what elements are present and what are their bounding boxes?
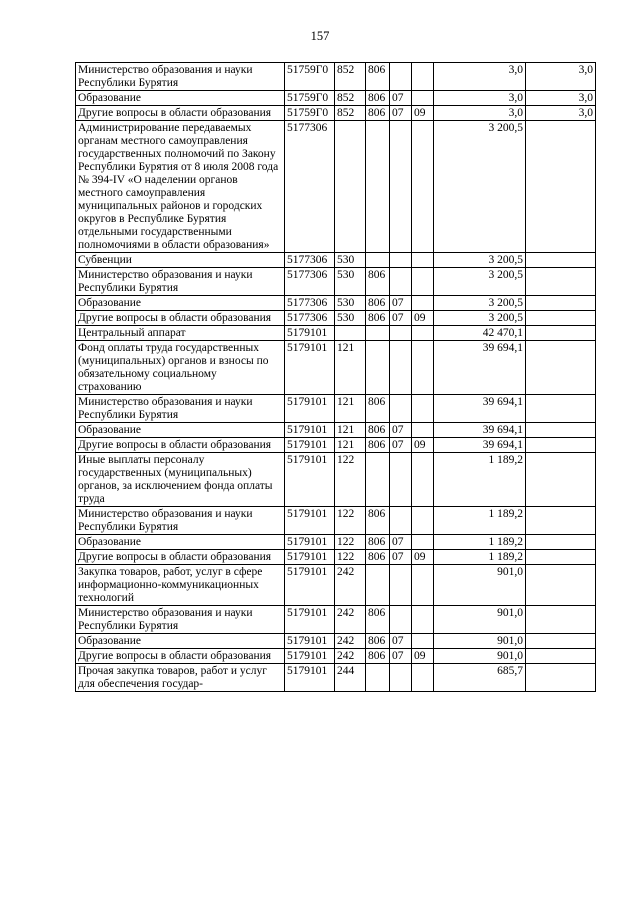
cell-administrator: 806 bbox=[366, 550, 390, 565]
cell-amount-1: 1 189,2 bbox=[434, 550, 526, 565]
cell-amount-1: 1 189,2 bbox=[434, 535, 526, 550]
table-row bbox=[76, 326, 596, 341]
cell-amount-2 bbox=[526, 550, 596, 565]
cell-subsection bbox=[412, 341, 434, 395]
cell-target-article: 51759Г0 bbox=[285, 91, 335, 106]
cell-subsection bbox=[412, 565, 434, 606]
cell-administrator: 806 bbox=[366, 634, 390, 649]
table-row bbox=[76, 121, 596, 253]
cell-administrator: 806 bbox=[366, 63, 390, 91]
cell-amount-1: 1 189,2 bbox=[434, 453, 526, 507]
cell-amount-2 bbox=[526, 565, 596, 606]
cell-name: Другие вопросы в области образования bbox=[76, 649, 285, 664]
cell-amount-2 bbox=[526, 535, 596, 550]
cell-name: Другие вопросы в области образования bbox=[76, 438, 285, 453]
table-row bbox=[76, 296, 596, 311]
cell-section: 07 bbox=[390, 91, 412, 106]
cell-amount-2 bbox=[526, 121, 596, 253]
cell-amount-1: 901,0 bbox=[434, 565, 526, 606]
cell-target-article: 5179101 bbox=[285, 634, 335, 649]
cell-target-article: 5179101 bbox=[285, 341, 335, 395]
cell-name: Субвенции bbox=[76, 253, 285, 268]
cell-amount-2: 3,0 bbox=[526, 91, 596, 106]
cell-subsection bbox=[412, 634, 434, 649]
cell-amount-1: 39 694,1 bbox=[434, 395, 526, 423]
table-row bbox=[76, 453, 596, 507]
cell-amount-2 bbox=[526, 423, 596, 438]
table-row bbox=[76, 91, 596, 106]
budget-table bbox=[75, 62, 596, 692]
cell-administrator: 806 bbox=[366, 106, 390, 121]
cell-amount-1: 685,7 bbox=[434, 664, 526, 692]
table-row bbox=[76, 649, 596, 664]
cell-subsection bbox=[412, 326, 434, 341]
cell-section bbox=[390, 253, 412, 268]
cell-administrator: 806 bbox=[366, 311, 390, 326]
cell-expense-type bbox=[335, 326, 366, 341]
cell-target-article: 5179101 bbox=[285, 395, 335, 423]
cell-name: Другие вопросы в области образования bbox=[76, 106, 285, 121]
cell-expense-type: 530 bbox=[335, 296, 366, 311]
cell-target-article: 5179101 bbox=[285, 423, 335, 438]
cell-amount-2 bbox=[526, 311, 596, 326]
cell-name: Иные выплаты персоналу государственных (муниципальных) органов, за исключением фонда оплаты труда bbox=[76, 453, 285, 507]
cell-administrator bbox=[366, 664, 390, 692]
cell-target-article: 5179101 bbox=[285, 438, 335, 453]
cell-section: 07 bbox=[390, 423, 412, 438]
cell-target-article: 5177306 bbox=[285, 121, 335, 253]
cell-amount-2 bbox=[526, 606, 596, 634]
cell-expense-type: 121 bbox=[335, 395, 366, 423]
cell-section bbox=[390, 507, 412, 535]
table-row bbox=[76, 106, 596, 121]
cell-subsection: 09 bbox=[412, 106, 434, 121]
page-number: 157 bbox=[310, 29, 330, 43]
cell-expense-type: 121 bbox=[335, 423, 366, 438]
cell-name: Министерство образования и науки Республики Бурятия bbox=[76, 268, 285, 296]
cell-target-article: 5179101 bbox=[285, 550, 335, 565]
cell-amount-1: 3 200,5 bbox=[434, 296, 526, 311]
cell-amount-1: 3,0 bbox=[434, 91, 526, 106]
cell-name: Другие вопросы в области образования bbox=[76, 311, 285, 326]
cell-amount-2 bbox=[526, 341, 596, 395]
cell-name: Министерство образования и науки Республики Бурятия bbox=[76, 606, 285, 634]
cell-expense-type: 530 bbox=[335, 268, 366, 296]
cell-name: Прочая закупка товаров, работ и услуг для обеспечения государ- bbox=[76, 664, 285, 692]
cell-section: 07 bbox=[390, 634, 412, 649]
cell-target-article: 51759Г0 bbox=[285, 106, 335, 121]
cell-administrator bbox=[366, 341, 390, 395]
cell-subsection bbox=[412, 268, 434, 296]
table-row bbox=[76, 550, 596, 565]
cell-name: Министерство образования и науки Республики Бурятия bbox=[76, 507, 285, 535]
cell-amount-1: 3,0 bbox=[434, 106, 526, 121]
cell-subsection bbox=[412, 63, 434, 91]
cell-subsection bbox=[412, 507, 434, 535]
cell-name: Министерство образования и науки Республики Бурятия bbox=[76, 63, 285, 91]
cell-expense-type: 242 bbox=[335, 565, 366, 606]
cell-name: Образование bbox=[76, 423, 285, 438]
table-row bbox=[76, 423, 596, 438]
cell-target-article: 5179101 bbox=[285, 535, 335, 550]
cell-expense-type: 121 bbox=[335, 341, 366, 395]
cell-section: 07 bbox=[390, 296, 412, 311]
cell-target-article: 5179101 bbox=[285, 649, 335, 664]
cell-target-article: 5179101 bbox=[285, 326, 335, 341]
cell-expense-type: 242 bbox=[335, 634, 366, 649]
cell-section: 07 bbox=[390, 550, 412, 565]
cell-administrator: 806 bbox=[366, 423, 390, 438]
cell-subsection bbox=[412, 606, 434, 634]
cell-amount-1: 3,0 bbox=[434, 63, 526, 91]
cell-amount-1: 39 694,1 bbox=[434, 423, 526, 438]
cell-administrator: 806 bbox=[366, 535, 390, 550]
cell-expense-type: 852 bbox=[335, 106, 366, 121]
cell-amount-2 bbox=[526, 326, 596, 341]
cell-expense-type: 852 bbox=[335, 63, 366, 91]
cell-administrator: 806 bbox=[366, 438, 390, 453]
cell-subsection bbox=[412, 91, 434, 106]
cell-amount-1: 1 189,2 bbox=[434, 507, 526, 535]
cell-administrator: 806 bbox=[366, 268, 390, 296]
cell-section: 07 bbox=[390, 311, 412, 326]
cell-target-article: 5179101 bbox=[285, 565, 335, 606]
cell-amount-2: 3,0 bbox=[526, 106, 596, 121]
cell-administrator: 806 bbox=[366, 649, 390, 664]
cell-section: 07 bbox=[390, 438, 412, 453]
cell-name: Закупка товаров, работ, услуг в сфере информационно-коммуникационных технологий bbox=[76, 565, 285, 606]
cell-section: 07 bbox=[390, 535, 412, 550]
cell-administrator bbox=[366, 121, 390, 253]
cell-subsection bbox=[412, 453, 434, 507]
table-row bbox=[76, 606, 596, 634]
cell-name: Образование bbox=[76, 535, 285, 550]
cell-amount-1: 901,0 bbox=[434, 634, 526, 649]
cell-expense-type: 122 bbox=[335, 550, 366, 565]
cell-expense-type: 122 bbox=[335, 453, 366, 507]
cell-name: Образование bbox=[76, 634, 285, 649]
cell-expense-type: 122 bbox=[335, 507, 366, 535]
cell-target-article: 5177306 bbox=[285, 296, 335, 311]
cell-amount-2 bbox=[526, 438, 596, 453]
cell-section bbox=[390, 63, 412, 91]
cell-section bbox=[390, 664, 412, 692]
table-row bbox=[76, 438, 596, 453]
cell-name: Образование bbox=[76, 296, 285, 311]
table-row bbox=[76, 507, 596, 535]
table-row bbox=[76, 268, 596, 296]
cell-amount-2 bbox=[526, 253, 596, 268]
cell-section bbox=[390, 121, 412, 253]
cell-amount-2 bbox=[526, 296, 596, 311]
table-row bbox=[76, 311, 596, 326]
cell-subsection bbox=[412, 423, 434, 438]
table-row bbox=[76, 565, 596, 606]
cell-amount-2 bbox=[526, 507, 596, 535]
cell-name: Другие вопросы в области образования bbox=[76, 550, 285, 565]
cell-subsection: 09 bbox=[412, 649, 434, 664]
cell-name: Администрирование передаваемых органам местного самоуправления государственных полномочий по Закону Республики Бурятия от 8 июля 2008 года № 394-IV «О наделении органов местного самоуправления муниципальных районов и городских округов в Республике Бурятия отдельными государственными полномочиями в области образования» bbox=[76, 121, 285, 253]
cell-amount-1: 39 694,1 bbox=[434, 341, 526, 395]
cell-administrator bbox=[366, 453, 390, 507]
cell-subsection bbox=[412, 253, 434, 268]
cell-target-article: 51759Г0 bbox=[285, 63, 335, 91]
cell-subsection bbox=[412, 395, 434, 423]
cell-target-article: 5179101 bbox=[285, 507, 335, 535]
cell-target-article: 5179101 bbox=[285, 606, 335, 634]
cell-administrator: 806 bbox=[366, 606, 390, 634]
table-row bbox=[76, 634, 596, 649]
cell-section bbox=[390, 326, 412, 341]
cell-target-article: 5177306 bbox=[285, 253, 335, 268]
cell-administrator bbox=[366, 565, 390, 606]
cell-section bbox=[390, 565, 412, 606]
cell-administrator: 806 bbox=[366, 507, 390, 535]
cell-expense-type: 244 bbox=[335, 664, 366, 692]
cell-subsection bbox=[412, 296, 434, 311]
cell-amount-1: 3 200,5 bbox=[434, 253, 526, 268]
cell-subsection: 09 bbox=[412, 550, 434, 565]
cell-section bbox=[390, 395, 412, 423]
cell-amount-1: 3 200,5 bbox=[434, 268, 526, 296]
cell-target-article: 5177306 bbox=[285, 311, 335, 326]
cell-expense-type: 530 bbox=[335, 311, 366, 326]
budget-table-body bbox=[76, 63, 596, 692]
cell-expense-type: 242 bbox=[335, 606, 366, 634]
cell-expense-type: 852 bbox=[335, 91, 366, 106]
cell-subsection bbox=[412, 121, 434, 253]
cell-expense-type: 530 bbox=[335, 253, 366, 268]
cell-name: Центральный аппарат bbox=[76, 326, 285, 341]
cell-target-article: 5179101 bbox=[285, 664, 335, 692]
cell-expense-type bbox=[335, 121, 366, 253]
cell-amount-1: 39 694,1 bbox=[434, 438, 526, 453]
cell-section bbox=[390, 453, 412, 507]
table-row bbox=[76, 535, 596, 550]
cell-administrator: 806 bbox=[366, 296, 390, 311]
cell-administrator: 806 bbox=[366, 395, 390, 423]
table-row bbox=[76, 63, 596, 91]
cell-subsection bbox=[412, 535, 434, 550]
cell-amount-1: 3 200,5 bbox=[434, 311, 526, 326]
cell-name: Образование bbox=[76, 91, 285, 106]
table-row bbox=[76, 664, 596, 692]
cell-section bbox=[390, 606, 412, 634]
table-row bbox=[76, 395, 596, 423]
cell-amount-1: 901,0 bbox=[434, 606, 526, 634]
cell-administrator: 806 bbox=[366, 91, 390, 106]
cell-amount-2 bbox=[526, 268, 596, 296]
cell-expense-type: 121 bbox=[335, 438, 366, 453]
cell-target-article: 5177306 bbox=[285, 268, 335, 296]
cell-expense-type: 242 bbox=[335, 649, 366, 664]
table-row bbox=[76, 253, 596, 268]
cell-amount-2 bbox=[526, 453, 596, 507]
cell-amount-1: 3 200,5 bbox=[434, 121, 526, 253]
cell-subsection bbox=[412, 664, 434, 692]
cell-amount-2 bbox=[526, 395, 596, 423]
cell-section bbox=[390, 341, 412, 395]
cell-amount-2: 3,0 bbox=[526, 63, 596, 91]
cell-amount-2 bbox=[526, 664, 596, 692]
cell-amount-2 bbox=[526, 649, 596, 664]
cell-subsection: 09 bbox=[412, 311, 434, 326]
cell-expense-type: 122 bbox=[335, 535, 366, 550]
cell-name: Фонд оплаты труда государственных (муниципальных) органов и взносы по обязательному социальному страхованию bbox=[76, 341, 285, 395]
cell-amount-2 bbox=[526, 634, 596, 649]
cell-amount-1: 42 470,1 bbox=[434, 326, 526, 341]
cell-target-article: 5179101 bbox=[285, 453, 335, 507]
cell-administrator bbox=[366, 326, 390, 341]
cell-section bbox=[390, 268, 412, 296]
cell-section: 07 bbox=[390, 649, 412, 664]
cell-amount-1: 901,0 bbox=[434, 649, 526, 664]
cell-section: 07 bbox=[390, 106, 412, 121]
cell-administrator bbox=[366, 253, 390, 268]
table-row bbox=[76, 341, 596, 395]
cell-name: Министерство образования и науки Республики Бурятия bbox=[76, 395, 285, 423]
cell-subsection: 09 bbox=[412, 438, 434, 453]
